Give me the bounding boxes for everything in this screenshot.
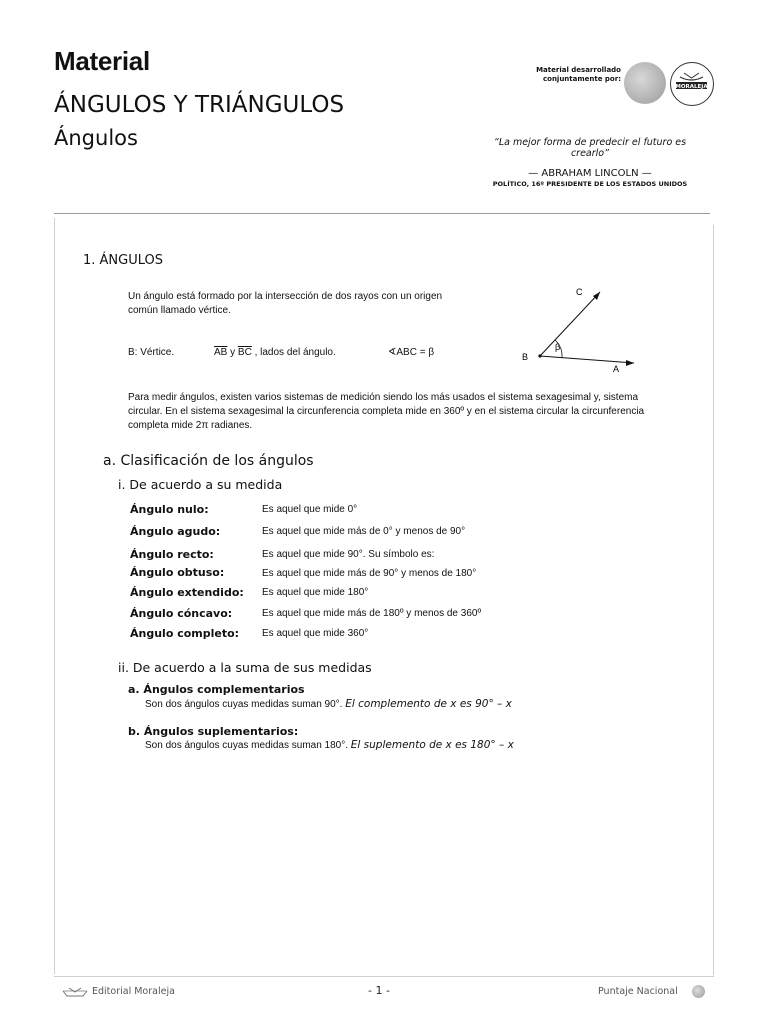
page-title: ÁNGULOS Y TRIÁNGULOS	[54, 92, 345, 118]
arrow-a-icon	[626, 360, 634, 366]
sides-text	[214, 346, 336, 360]
moraleja-ship-icon	[671, 63, 712, 104]
label-a: A	[613, 364, 620, 374]
angle-type-desc: Es aquel que mide 0°	[262, 504, 358, 515]
moraleja-logo-text: MORALEJA	[675, 84, 708, 90]
quote-author-description: POLÍTICO, 16º PRESIDENTE DE LOS ESTADOS UNIDOS	[492, 180, 688, 188]
angle-type-name: Ángulo cóncavo:	[130, 607, 233, 620]
label-beta: β	[555, 342, 561, 352]
sides-conjunction: y	[227, 347, 238, 358]
content-frame-top	[54, 213, 710, 214]
complementary-text	[145, 697, 512, 712]
quote-author: — ABRAHAM LINCOLN —	[528, 168, 652, 179]
ship-icon	[62, 986, 88, 998]
supplementary-text	[145, 738, 514, 753]
ray-ba	[540, 356, 634, 363]
vertex-text: B: Vértice.	[128, 347, 175, 358]
supplementary-formula: El suplemento de x es 180° – x	[350, 739, 514, 751]
angle-type-desc: Es aquel que mide 180°	[262, 587, 369, 598]
angle-type-name: Ángulo nulo:	[130, 503, 209, 516]
angle-diagram	[510, 282, 650, 374]
label-c: C	[576, 287, 583, 297]
label-b: B	[522, 352, 529, 362]
ray-bc	[540, 292, 600, 356]
measurement-text: Para medir ángulos, existen varios sistemas de medición siendo los más usados el sistema sexagesimal y, sistema circular. En el sistema sexagesimal la circunferencia completa mide en 360º y en el sistema circular la circunferencia completa mide 2π radianes.	[128, 392, 645, 431]
footer-brand: Puntaje Nacional	[598, 986, 678, 997]
angle-equation: ∢ABC = β	[388, 347, 435, 358]
sides-description: , lados del ángulo.	[251, 347, 336, 358]
by-measure-title: i. De acuerdo a su medida	[118, 477, 283, 492]
angle-type-name: Ángulo obtuso:	[130, 566, 225, 579]
angle-type-desc: Es aquel que mide 90°. Su símbolo es:	[262, 549, 435, 560]
content-frame-right	[713, 225, 714, 975]
moraleja-logo-icon	[670, 62, 714, 106]
content-frame-bottom	[54, 976, 714, 977]
quote: “La mejor forma de predecir el futuro es crearlo”	[493, 137, 687, 159]
footer-publisher: Editorial Moraleja	[92, 986, 175, 997]
footer-logo-icon	[692, 985, 705, 998]
supplementary-desc: Son dos ángulos cuyas medidas suman 180°.	[145, 740, 351, 751]
supplementary-title: b. Ángulos suplementarios:	[128, 725, 299, 738]
content-frame-left	[54, 218, 55, 974]
segment-bc: $\overline{BC}$	[237, 347, 252, 358]
angle-type-desc: Es aquel que mide más de 90° y menos de 180°	[262, 568, 477, 579]
page-subtitle: Ángulos	[54, 126, 138, 150]
angle-type-name: Ángulo recto:	[130, 548, 214, 561]
angle-type-name: Ángulo agudo:	[130, 525, 221, 538]
vertex-point	[538, 354, 541, 357]
complementary-formula: El complemento de x es 90° – x	[345, 698, 512, 710]
angle-type-name: Ángulo completo:	[130, 627, 240, 640]
complementary-desc: Son dos ángulos cuyas medidas suman 90°.	[145, 699, 346, 710]
complementary-title: a. Ángulos complementarios	[128, 683, 305, 696]
classification-title: a. Clasificación de los ángulos	[103, 453, 314, 469]
by-sum-title: ii. De acuerdo a la suma de sus medidas	[118, 660, 372, 675]
page-number: - 1 -	[368, 984, 390, 997]
angle-type-desc: Es aquel que mide más de 0° y menos de 90°	[262, 526, 466, 537]
segment-ab: $\overline{AB}$	[214, 347, 228, 358]
angle-definition: Un ángulo está formado por la intersección de dos rayos con un origen común llamado vértice.	[128, 291, 443, 316]
angle-type-name: Ángulo extendido:	[130, 586, 244, 599]
angle-type-desc: Es aquel que mide más de 180º y menos de 360º	[262, 608, 482, 619]
section-title: 1. ÁNGULOS	[83, 253, 164, 268]
credit-text: Material desarrollado conjuntamente por:	[536, 66, 621, 83]
angle-type-desc: Es aquel que mide 360°	[262, 628, 369, 639]
document-label: Material	[54, 46, 150, 76]
puntaje-logo-icon	[624, 62, 666, 104]
